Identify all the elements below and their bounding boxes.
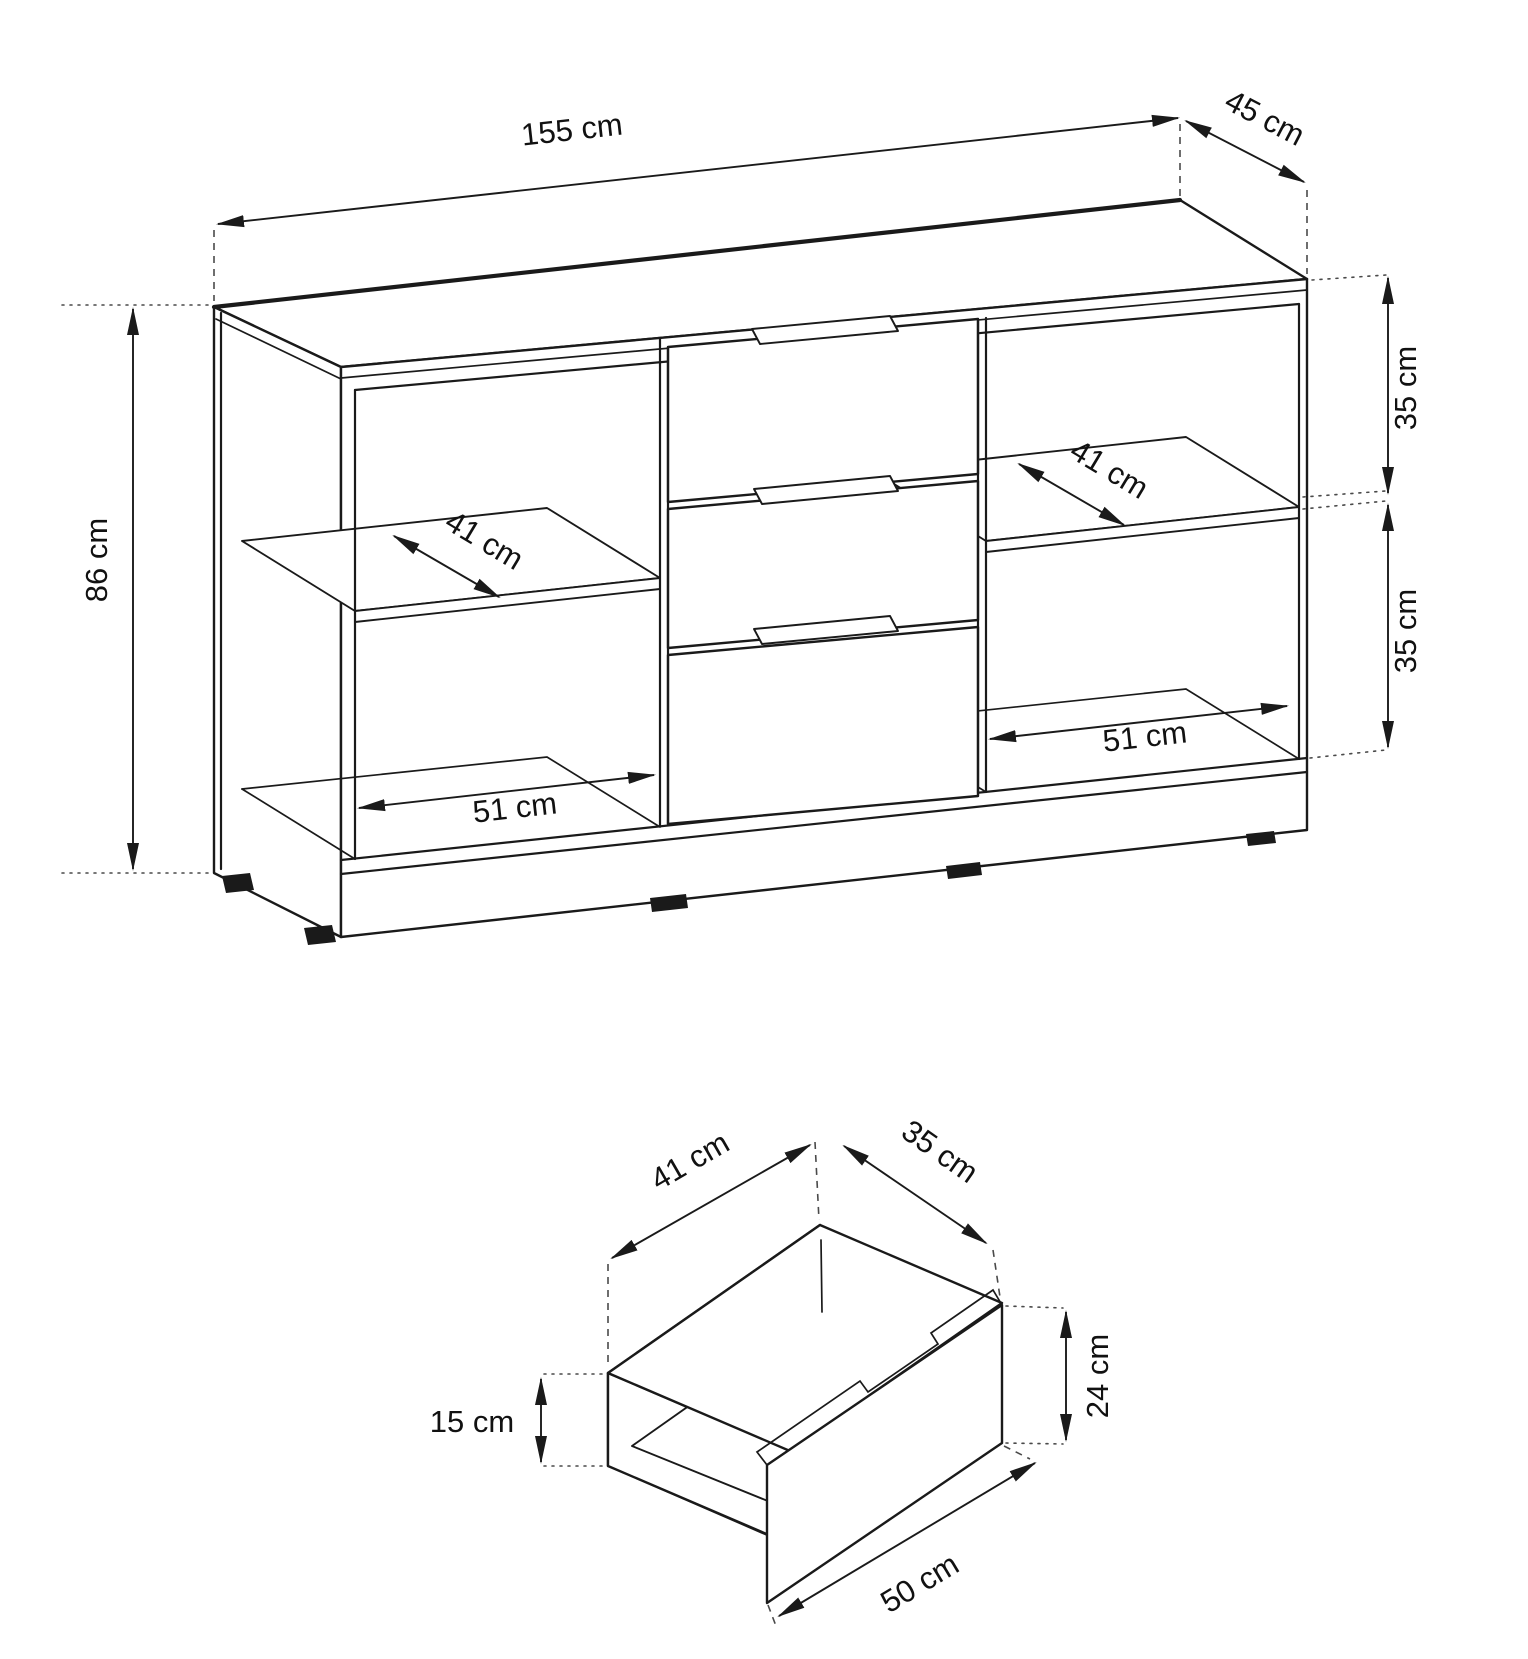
dim-label-right-opening: 51 cm — [1100, 714, 1189, 759]
cabinet-isometric-view — [214, 200, 1307, 945]
dim-label-drawer-width: 35 cm — [895, 1112, 985, 1190]
dim-label-upper-section: 35 cm — [1388, 345, 1423, 431]
construction-line — [1310, 750, 1386, 758]
dim-label-drawer-front-height: 24 cm — [1080, 1333, 1115, 1419]
construction-line — [1303, 501, 1386, 509]
drawer-front-1 — [668, 319, 978, 502]
construction-line — [1006, 1443, 1063, 1444]
construction-line — [1312, 275, 1386, 280]
drawer-front-3 — [668, 627, 978, 824]
construction-line — [1004, 1446, 1030, 1459]
dim-label-drawer-side-height: 15 cm — [429, 1404, 515, 1439]
drawer-detail-view — [608, 1225, 1002, 1603]
drawer-interior-back-corner — [821, 1240, 822, 1312]
construction-line — [768, 1605, 776, 1626]
construction-line — [993, 1250, 1000, 1297]
dim-label-cabinet-depth: 45 cm — [1219, 82, 1311, 153]
cabinet-left-face — [214, 307, 341, 937]
dim-label-cabinet-width: 155 cm — [519, 106, 625, 153]
construction-line — [1303, 491, 1386, 497]
dim-label-left-shelf-depth: 41 cm — [439, 503, 530, 577]
dim-label-right-shelf-depth: 41 cm — [1064, 432, 1155, 506]
construction-line — [815, 1142, 819, 1220]
construction-line — [1006, 1306, 1063, 1308]
dim-label-left-opening: 51 cm — [470, 785, 559, 830]
dim-label-drawer-front-width: 50 cm — [874, 1546, 965, 1620]
width-dimension-line — [218, 118, 1178, 224]
dim-label-cabinet-height: 86 cm — [79, 517, 114, 603]
dim-label-lower-section: 35 cm — [1388, 588, 1423, 674]
dim-label-drawer-depth: 41 cm — [644, 1124, 736, 1198]
cabinet-foot — [304, 925, 336, 945]
cabinet-foot — [222, 873, 254, 893]
